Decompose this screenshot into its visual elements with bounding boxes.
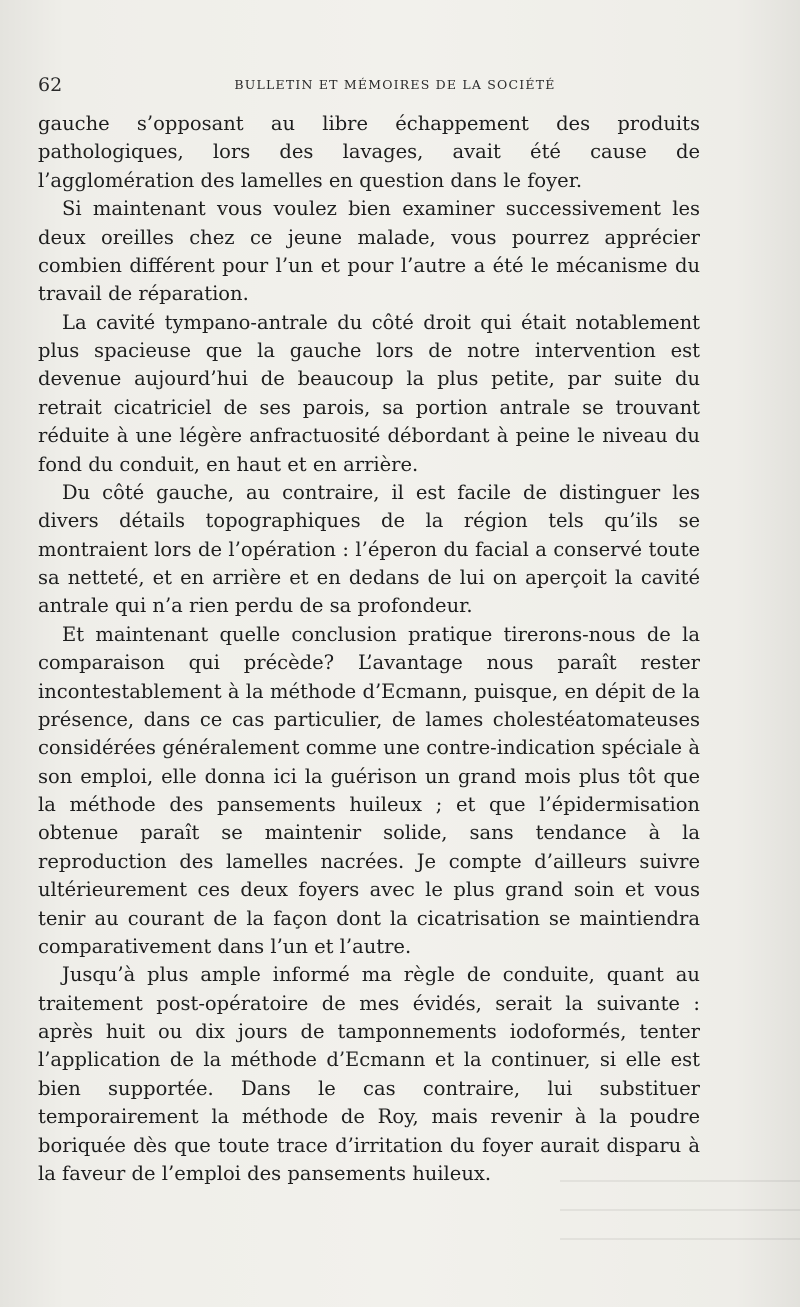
running-head: BULLETIN ET MÉMOIRES DE LA SOCIÉTÉ: [234, 77, 556, 92]
page-header: [38, 74, 700, 100]
paragraph-3: La cavité tympano-antrale du côté droit qui était notablement plus spacieuse que la gauche lors de notre intervention est devenue aujourd’hui de beaucoup la plus petite, par suite du retrait cicatriciel de ses parois, sa portion antrale se trouvant réduite à une légère anfractuosité débordant à peine le niveau du fond du conduit, en haut et en arrière.: [38, 310, 700, 476]
paragraph-1: gauche s’opposant au libre échappement des produits pathologiques, lors des lavages, avait été cause de l’agglomération des lamelles en question dans le foyer.: [38, 112, 700, 192]
body-text: [38, 110, 700, 1188]
page-number: 62: [38, 74, 63, 96]
paragraph-2: Si maintenant vous voulez bien examiner successivement les deux oreilles chez ce jeune malade, vous pourrez apprécier combien différent pour l’un et pour l’autre a été le mécanisme du travail de réparation.: [38, 197, 700, 306]
bleed-through-texture: [560, 1180, 800, 1240]
paragraph-4: Du côté gauche, au contraire, il est facile de distinguer les divers détails topographiques de la région tels qu’ils se montraient lors de l’opération : l’éperon du facial a conservé toute sa netteté, et en arrière et en dedans de lui on aperçoit la cavité antrale qui n’a rien perdu de sa profondeur.: [38, 480, 700, 618]
paragraph-5: Et maintenant quelle conclusion pratique tirerons-nous de la comparaison qui précède? L’avantage nous paraît rester incontestablement à la méthode d’Ecmann, puisque, en dépit de la présence, dans ce cas particulier, de lames cholestéatomateuses considérées généralement comme une contre-indication spéciale à son emploi, elle donna ici la guérison un grand mois plus tôt que la méthode des pansements huileux ; et que l’épidermisation obtenue paraît se maintenir solide, sans tendance à la reproduction des lamelles nacrées. Je compte d’ailleurs suivre ultérieurement ces deux foyers avec le plus grand soin et vous tenir au courant de la façon dont la cicatrisation se maintiendra comparativement dans l’un et l’autre.: [38, 622, 700, 958]
paragraph-6: Jusqu’à plus ample informé ma règle de conduite, quant au traitement post-opératoire de mes évidés, serait la suivante : après huit ou dix jours de tamponnements iodoformés, tenter l’application de la méthode d’Ecmann et la continuer, si elle est bien supportée. Dans le cas contraire, lui substituer temporairement la méthode de Roy, mais revenir à la poudre boriquée dès que toute trace d’irritation du foyer aurait disparu à la faveur de l’emploi des pansements huileux.: [38, 963, 700, 1185]
